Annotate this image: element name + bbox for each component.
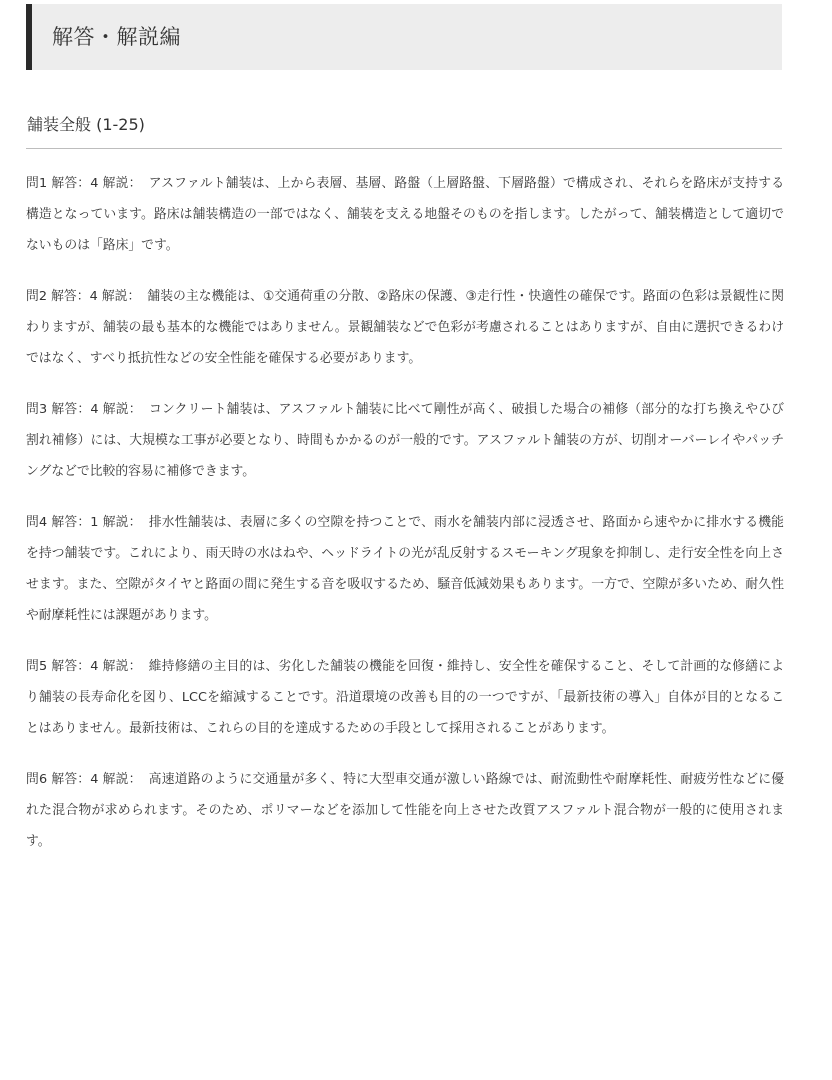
- answer-item-2: [26, 281, 784, 374]
- section-title: 舗装全般 (1-25): [27, 115, 145, 134]
- answer-item-6: [26, 764, 784, 857]
- answer-explanation: アスファルト舗装は、上から表層、基層、路盤（上層路盤、下層路盤）で構成され、それらを路床が支持する構造となっています。路床は舗装構造の一部ではなく、舗装を支える地盤そのものを指します。したがって、舗装構造として適切でないものは「路床」です。: [26, 176, 785, 253]
- answer-label: 問3 解答：4 解説：: [26, 402, 142, 417]
- answer-label: 問5 解答：4 解説：: [26, 659, 142, 674]
- answer-explanation: 維持修繕の主目的は、劣化した舗装の機能を回復・維持し、安全性を確保すること、そして計画的な修繕により舗装の長寿命化を図り、LCCを縮減することです。沿道環境の改善も目的の一つですが、「最新技術の導入」自体が目的となることはありません。最新技術は、これらの目的を達成するための手段として採用されることがあります。: [26, 659, 785, 736]
- answer-item-1: [26, 168, 784, 261]
- answer-item-3: [26, 394, 784, 487]
- answer-label: 問6 解答：4 解説：: [26, 772, 142, 787]
- answer-label: 問2 解答：4 解説：: [26, 289, 141, 304]
- answer-label: 問1 解答：4 解説：: [26, 176, 142, 191]
- answer-list: [26, 168, 784, 877]
- answer-item-4: [26, 507, 784, 631]
- answer-label: 問4 解答：1 解説：: [26, 515, 142, 530]
- answer-explanation: 排水性舗装は、表層に多くの空隙を持つことで、雨水を舗装内部に浸透させ、路面から速やかに排水する機能を持つ舗装です。これにより、雨天時の水はねや、ヘッドライトの光が乱反射するスモーキング現象を抑制し、走行安全性を向上させます。また、空隙がタイヤと路面の間に発生する音を吸収するため、騒音低減効果もあります。一方で、空隙が多いため、耐久性や耐摩耗性には課題があります。: [26, 515, 784, 623]
- answer-explanation: 舗装の主な機能は、①交通荷重の分散、②路床の保護、③走行性・快適性の確保です。路面の色彩は景観性に関わりますが、舗装の最も基本的な機能ではありません。景観舗装などで色彩が考慮されることはありますが、自由に選択できるわけではなく、すべり抵抗性などの安全性能を確保する必要があります。: [26, 289, 784, 366]
- answer-explanation: コンクリート舗装は、アスファルト舗装に比べて剛性が高く、破損した場合の補修（部分的な打ち換えやひび割れ補修）には、大規模な工事が必要となり、時間もかかるのが一般的です。アスファルト舗装の方が、切削オーバーレイやパッチングなどで比較的容易に補修できます。: [26, 402, 784, 479]
- answer-explanation: 高速道路のように交通量が多く、特に大型車交通が激しい路線では、耐流動性や耐摩耗性、耐疲労性などに優れた混合物が求められます。そのため、ポリマーなどを添加して性能を向上させた改質アスファルト混合物が一般的に使用されます。: [26, 772, 785, 849]
- page-title: 解答・解説編: [52, 25, 181, 49]
- answer-item-5: [26, 651, 784, 744]
- section-divider: [26, 148, 782, 149]
- page-header: [26, 4, 782, 70]
